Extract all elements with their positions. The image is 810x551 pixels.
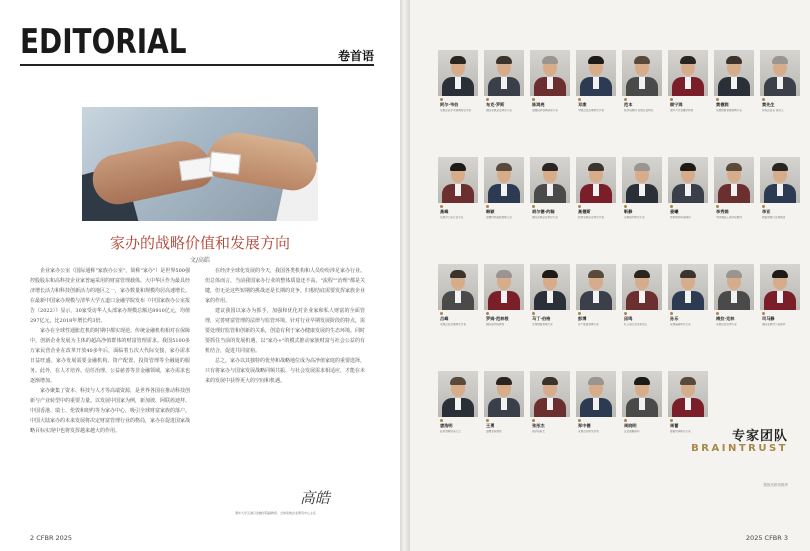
expert-name: 周晓明 — [624, 423, 637, 428]
expert-name: 靳静 — [624, 209, 633, 214]
expert-grid — [438, 50, 798, 433]
expert-bio: 家族企业治理研究学者 — [440, 323, 466, 326]
expert-name: 邱鸣 — [624, 316, 633, 321]
expert-portrait — [714, 50, 754, 96]
gold-dot-icon — [762, 205, 765, 208]
expert-card — [438, 264, 478, 359]
hands-puzzle-photo — [82, 107, 318, 221]
page-folio-right: 2025 CFBR 3 — [745, 534, 788, 542]
expert-bio: 家族慈善研究专家 — [670, 323, 691, 326]
gold-dot-icon — [440, 205, 443, 208]
expert-portrait — [760, 264, 800, 310]
expert-portrait — [438, 371, 478, 417]
gold-dot-icon — [486, 419, 489, 422]
expert-portrait — [576, 157, 616, 203]
expert-bio: 资产配置领域专家 — [578, 323, 599, 326]
expert-bio: 家族信托研究专家 — [624, 216, 645, 219]
expert-card — [438, 50, 478, 145]
expert-bio: 国际商学院教授 — [486, 323, 505, 326]
gold-dot-icon — [670, 98, 673, 101]
expert-name: 李秀娟 — [716, 209, 729, 214]
expert-bio: 资深企业家 投资人 — [762, 109, 784, 112]
expert-bio: 传承规划资深顾问 — [670, 216, 691, 219]
expert-portrait — [484, 50, 524, 96]
expert-name: 顾宁鸿 — [670, 102, 683, 107]
expert-portrait — [484, 371, 524, 417]
expert-card — [438, 371, 478, 466]
gold-dot-icon — [762, 98, 765, 101]
expert-card — [760, 50, 800, 145]
expert-portrait — [530, 371, 570, 417]
expert-name: 布克·罗斯 — [486, 102, 505, 107]
gold-dot-icon — [624, 98, 627, 101]
expert-portrait — [530, 50, 570, 96]
expert-portrait — [622, 264, 662, 310]
paragraph: 总之，家办以其独特的优势和战略地位成为高净值家庭的重要选择，只有将家办与国家发展战略同频共振、与社会发展需求相适应，才能在未来的发展中获得更大的空间和机遇。 — [205, 358, 366, 384]
expert-bio: 财富传承研究专家 — [670, 430, 691, 433]
gold-dot-icon — [716, 205, 719, 208]
expert-portrait — [714, 157, 754, 203]
right-page — [410, 0, 810, 551]
gold-dot-icon — [532, 98, 535, 101]
expert-portrait — [760, 157, 800, 203]
gold-dot-icon — [624, 312, 627, 315]
author-footnote: 清华大学五道口金融学院副教授、全球家族企业研究中心主任 — [235, 511, 317, 515]
gold-dot-icon — [578, 98, 581, 101]
gold-dot-icon — [486, 98, 489, 101]
gold-dot-icon — [532, 205, 535, 208]
expert-portrait — [622, 157, 662, 203]
gold-dot-icon — [670, 419, 673, 422]
gold-dot-icon — [670, 205, 673, 208]
team-title-en: BRAINTRUST — [691, 443, 788, 454]
expert-name: 张彤杰 — [532, 423, 545, 428]
expert-name: 高德斯 — [578, 209, 591, 214]
expert-card — [760, 264, 800, 359]
expert-card — [530, 264, 570, 359]
section-tag: 卷首语 — [337, 49, 374, 63]
expert-bio: 中欧国际工商学院教授 — [716, 216, 742, 219]
gold-dot-icon — [624, 205, 627, 208]
gold-dot-icon — [440, 98, 443, 101]
expert-portrait — [530, 157, 570, 203]
paragraph: 企业家办公室（国际通称"家族办公室"，简称"家办"）是世界500强控股股东和高科技企业家普遍采用的财富管理载体。大中华区作为最具经济增长活力和科技创新活力的地区之一，家办数量和规模均居高速增长。在最新中国家办规模与清华大学五道口金融学院发布《中国家族办公室报告（2022）》显示，30家受访华人头部家办规模总额达8910亿元，均值297亿元，比2018年增长约3倍。 — [30, 268, 191, 324]
expert-name: 李亚 — [762, 209, 771, 214]
expert-name: 唐浩明 — [440, 423, 453, 428]
expert-card — [484, 371, 524, 466]
gold-dot-icon — [532, 419, 535, 422]
expert-name: 黄先生 — [762, 102, 775, 107]
expert-card — [576, 157, 616, 252]
expert-portrait — [530, 264, 570, 310]
article-column-2 — [205, 266, 365, 386]
expert-bio: 企业战略顾问 — [624, 430, 640, 433]
expert-card — [760, 157, 800, 252]
masthead-rule — [20, 64, 374, 66]
expert-card — [438, 157, 478, 252]
expert-bio: 家族财富管理领域专家 — [716, 109, 742, 112]
expert-name: 邓康 — [578, 102, 587, 107]
expert-bio: 欧洲家族企业研究学者 — [578, 216, 604, 219]
expert-name: 胡尔德·约翰 — [532, 209, 555, 214]
expert-bio: 财富管理行业观察者 — [762, 216, 786, 219]
gold-dot-icon — [486, 312, 489, 315]
gold-dot-icon — [716, 312, 719, 315]
gold-dot-icon — [440, 312, 443, 315]
paragraph: 家办在全球性通胀危机的时期中都实现逆。传统金融机构相对在保障中，创新企业发展为主体的超高净值群体的财富管理需求。我国5100多万家民营企业在改革开放40多年后，面临着五次大代际交接，家办需求日益旺盛。家办发展需要金融机构、资产配置、投资管理等全融通的服务。此外，在人才培养、信任治理、公益慈善等非金融领域，家办需求也逐渐增加。 — [30, 328, 191, 384]
expert-portrait — [576, 371, 616, 417]
expert-name: 司马静 — [762, 316, 775, 321]
expert-card — [576, 264, 616, 359]
expert-bio: 家族企业研究学者 — [578, 430, 599, 433]
expert-portrait — [438, 264, 478, 310]
expert-name: 王勇 — [486, 423, 495, 428]
expert-card — [668, 264, 708, 359]
expert-name: 阿尔·韦伯 — [440, 102, 459, 107]
expert-portrait — [622, 371, 662, 417]
expert-bio: 金融学院教授 — [486, 430, 502, 433]
expert-portrait — [576, 264, 616, 310]
expert-card — [530, 50, 570, 145]
expert-card — [622, 371, 662, 466]
expert-bio: 金融投资领域资深专家 — [532, 109, 558, 112]
article-column-1 — [30, 266, 190, 436]
expert-bio: 金融机构高级管理人员 — [486, 216, 512, 219]
expert-name: 高峰 — [440, 209, 449, 214]
gold-dot-icon — [532, 312, 535, 315]
gold-dot-icon — [624, 419, 627, 422]
expert-bio: 家族企业咨询专家 — [716, 323, 737, 326]
expert-card — [576, 50, 616, 145]
expert-portrait — [438, 157, 478, 203]
paragraph: 在经济全球化发展的今天，我国各类机构和人员纷纷涉足家办行业。但总体而言，当前我国家办行业的整体质量还不高。"流程""治理"都是关键，但无论这些短期的挑战还是长期的竞争，归根结底需要发挥家族企业家的作用。 — [205, 268, 366, 304]
expert-portrait — [438, 50, 478, 96]
expert-name: 周蕾 — [670, 423, 679, 428]
masthead: EDITORIAL — [20, 22, 187, 62]
expert-bio: 国际家族企业协会专家 — [532, 216, 558, 219]
expert-card — [622, 157, 662, 252]
expert-bio: 清华大学金融学教授 — [670, 109, 694, 112]
article-byline: 文/高皓 — [189, 257, 211, 264]
expert-bio: 家族办公室行业专家 — [440, 216, 464, 219]
expert-name: 吕峰 — [440, 316, 449, 321]
expert-card — [668, 50, 708, 145]
expert-bio: 商学院院长 — [532, 430, 545, 433]
gold-dot-icon — [578, 312, 581, 315]
gold-dot-icon — [578, 419, 581, 422]
expert-card — [576, 371, 616, 466]
expert-portrait — [668, 264, 708, 310]
expert-portrait — [760, 50, 800, 96]
expert-bio: 国际家族企业研究专家 — [486, 109, 512, 112]
expert-name: 马丁·伯格 — [532, 316, 551, 321]
expert-card — [714, 50, 754, 145]
gold-dot-icon — [578, 205, 581, 208]
expert-name: 梅拉·克林 — [716, 316, 735, 321]
expert-bio: 中国企业治理研究学者 — [578, 109, 604, 112]
expert-card — [714, 264, 754, 359]
paragraph: 建议我国以家办为抓手，加强和优化对企业家和私人财富的全面管理，完善财富管理的法律与监管环境。针对行业早期发展阶段的特点，需要处理好监管和创新的关系，创造有利于家办健康发展的生态环境。同时要抓住当前的发展机遇，以"家办+"的模式推动家族财富与社会公益的有机结合，促进共同富裕。 — [205, 308, 366, 354]
expert-name: 陈鸿亮 — [532, 102, 545, 107]
expert-card — [530, 157, 570, 252]
gold-dot-icon — [670, 312, 673, 315]
expert-portrait — [576, 50, 616, 96]
paragraph: 家办聚集了资本、科技与人才等高端资源，是世界各国在推动科技创新与产业转型中的重要力量。以发展中国家为例，新加坡、阿联酋迪拜、中国香港、瑞士、伦敦和纽约等为家办中心，吸引全球财富家族的落户。中国大陆家办的未来发展将决定财富管理行业的格局，家办在促进国家战略目标实现中也将发挥越来越大的作用。 — [30, 388, 191, 434]
left-page — [0, 0, 400, 551]
expert-portrait — [668, 157, 708, 203]
expert-card — [668, 157, 708, 252]
expert-name: 孙乐 — [670, 316, 679, 321]
expert-name: 彭博 — [578, 316, 587, 321]
expert-card — [484, 264, 524, 359]
expert-card — [484, 157, 524, 252]
expert-card — [484, 50, 524, 145]
expert-portrait — [484, 157, 524, 203]
expert-bio: 商学院教授 家族企业研究 — [624, 109, 654, 112]
expert-bio: 投资管理资深人士 — [440, 430, 461, 433]
article-headline: 家办的战略价值和发展方向 — [109, 234, 290, 252]
page-folio-left: 2 CFBR 2025 — [30, 534, 73, 542]
expert-card — [530, 371, 570, 466]
expert-name: 郑中德 — [578, 423, 591, 428]
expert-portrait — [714, 264, 754, 310]
team-title-cn: 专家团队 — [731, 429, 788, 444]
expert-portrait — [484, 264, 524, 310]
expert-card — [622, 50, 662, 145]
expert-bio: 全球财富管理专家 — [532, 323, 553, 326]
gold-dot-icon — [762, 312, 765, 315]
gold-dot-icon — [716, 98, 719, 101]
expert-name: 黄德润 — [716, 102, 729, 107]
gold-dot-icon — [440, 419, 443, 422]
expert-bio: 国际家族办公室顾问 — [762, 323, 786, 326]
author-signature: 高皓 — [300, 489, 331, 507]
expert-card — [622, 264, 662, 359]
expert-name: 姜曦 — [670, 209, 679, 214]
gold-dot-icon — [486, 205, 489, 208]
spine-gutter — [400, 0, 410, 551]
expert-bio: 私人银行业务负责人 — [624, 323, 648, 326]
expert-portrait — [668, 371, 708, 417]
expert-name: 罗姆·范林根 — [486, 316, 509, 321]
expert-bio: 家族企业学术领域知名学者 — [440, 109, 472, 112]
expert-portrait — [622, 50, 662, 96]
team-note: 按姓氏拼音排序 — [763, 483, 788, 487]
expert-name: 韩颖 — [486, 209, 495, 214]
expert-portrait — [668, 50, 708, 96]
expert-card — [714, 157, 754, 252]
expert-name: 范本 — [624, 102, 633, 107]
